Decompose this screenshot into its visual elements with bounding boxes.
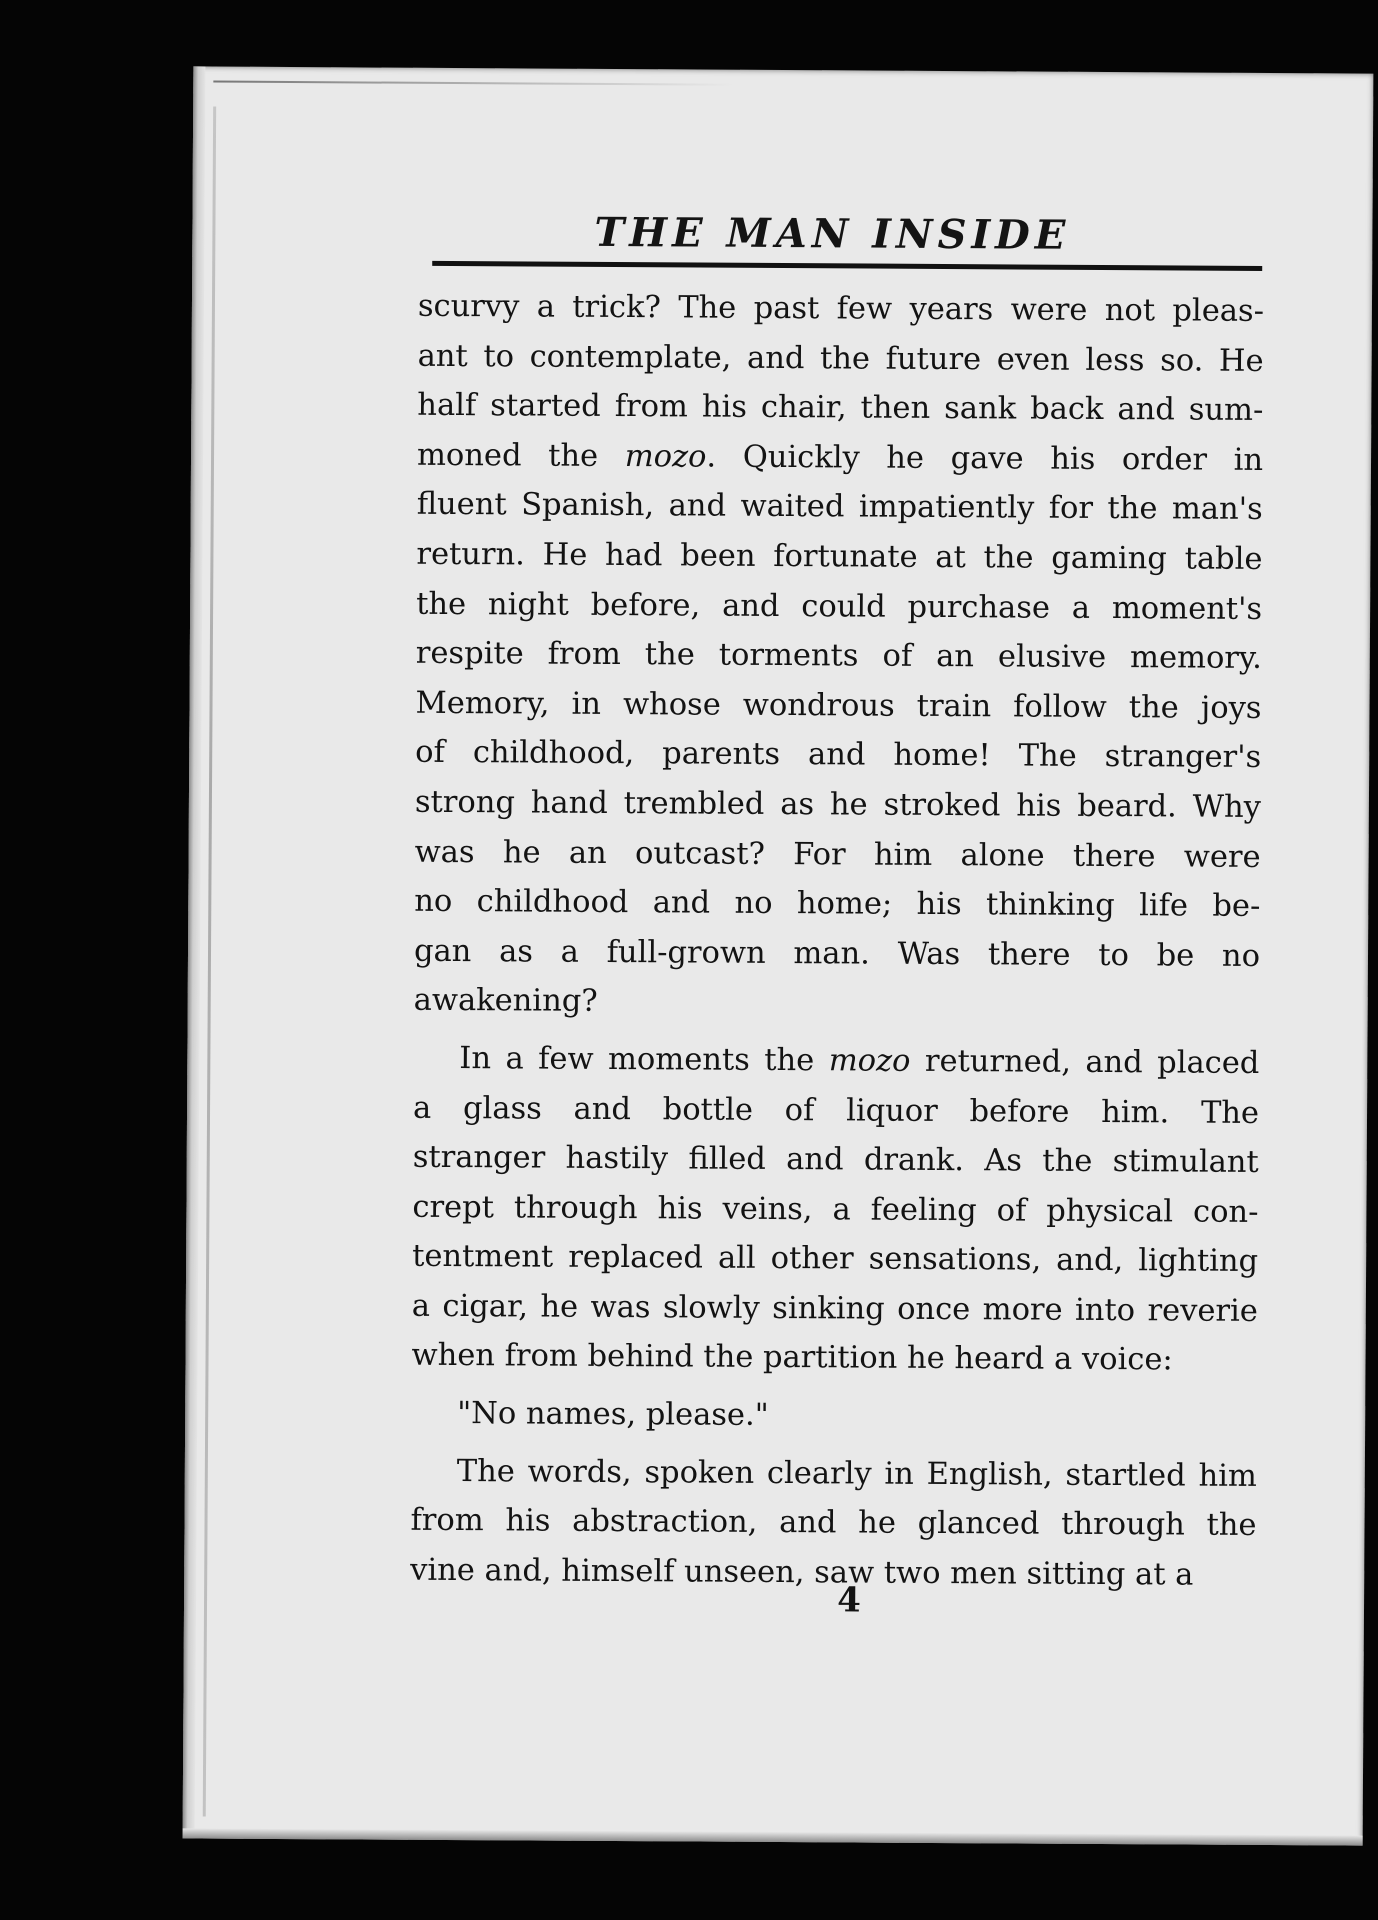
- text-line: awakening?: [413, 983, 598, 1020]
- binding-gutter: [203, 107, 216, 1817]
- text-line: return. He had been fortunate at the gaming table: [416, 536, 1263, 577]
- text-line: fluent Spanish, and waited impatiently for the man's: [416, 487, 1263, 528]
- text-line: moned the mozo. Quickly he gave his order in: [416, 437, 1264, 478]
- page-edge-shadow: [183, 66, 206, 1838]
- text-line: stranger hastily filled and drank. As the stimulant: [412, 1139, 1259, 1181]
- italic-word: mozo: [828, 1043, 911, 1079]
- page-number: 4: [837, 1580, 862, 1621]
- text-line: strong hand trembled as he stroked his beard. Why: [414, 784, 1262, 825]
- text-line: a cigar, he was slowly sinking once more into reverie: [411, 1288, 1258, 1329]
- text-line: half started from his chair, then sank back and sum-: [417, 387, 1264, 429]
- text-line: crept through his veins, a feeling of physical con-: [412, 1189, 1259, 1230]
- italic-word: mozo: [624, 438, 707, 475]
- header-rule: [432, 261, 1262, 271]
- text-line: a glass and bottle of liquor before him. The: [412, 1090, 1260, 1131]
- page-bottom-edge: [183, 1828, 1363, 1845]
- running-head: THE MAN INSIDE: [594, 208, 1071, 259]
- text-line: was he an outcast? For him alone there were: [414, 834, 1261, 875]
- text-line: In a few moments the mozo returned, and placed: [459, 1040, 1260, 1081]
- book-page: [183, 66, 1374, 1845]
- text-line: tentment replaced all other sensations, and, lighting: [412, 1239, 1259, 1280]
- text-line: gan as a full-grown man. Was there to be no: [413, 933, 1261, 974]
- text-line: no childhood and no home; his thinking life be-: [414, 883, 1261, 925]
- text-line: respite from the torments of an elusive memory.: [415, 635, 1262, 677]
- text-line: scurvy a trick? The past few years were not pleas-: [417, 288, 1265, 329]
- page-top-edge: [213, 81, 733, 86]
- text-line: Memory, in whose wondrous train follow the joys: [415, 685, 1262, 726]
- text-line: from his abstraction, and he glanced through the: [410, 1503, 1257, 1544]
- text-line: "No names, please.": [457, 1396, 769, 1434]
- body-text: [410, 282, 1264, 1601]
- text-line: The words, spoken clearly in English, startled him: [456, 1453, 1257, 1494]
- text-line: vine and, himself unseen, saw two men sitting at a: [410, 1552, 1194, 1593]
- text-line: the night before, and could purchase a moment's: [416, 586, 1263, 627]
- text-line: of childhood, parents and home! The stranger's: [415, 735, 1262, 776]
- text-line: when from behind the partition he heard a voice:: [411, 1338, 1173, 1378]
- text-line: ant to contemplate, and the future even less so. He: [417, 338, 1264, 379]
